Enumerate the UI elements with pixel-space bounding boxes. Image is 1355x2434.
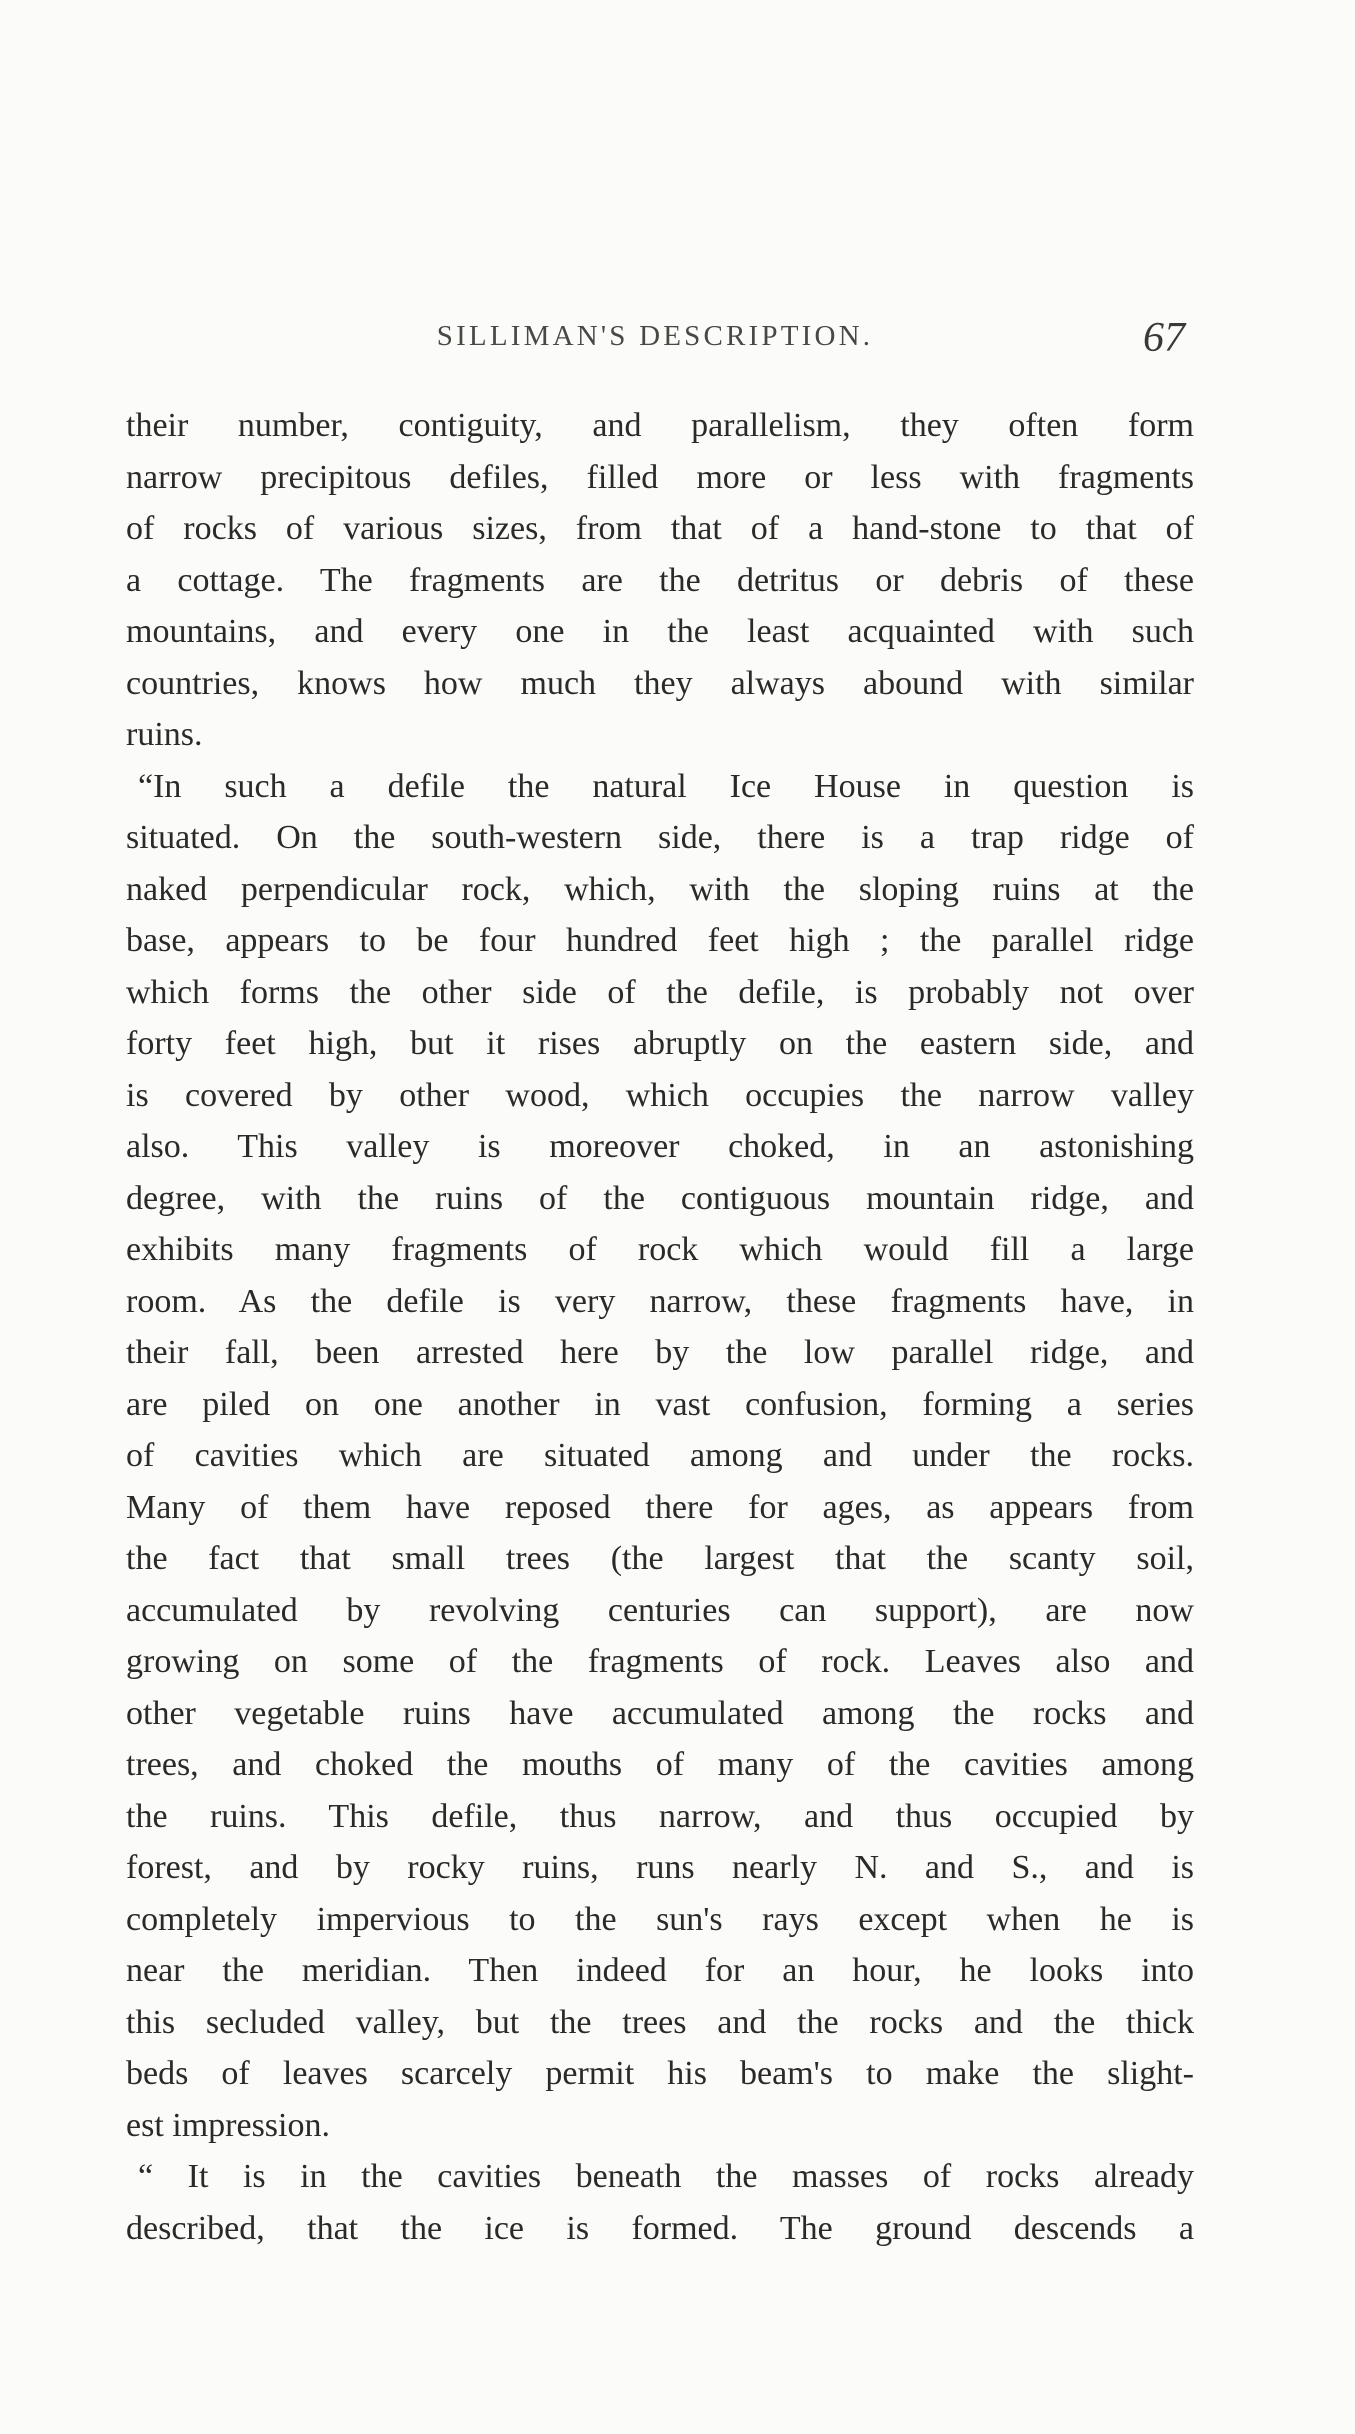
- text-line: their number, contiguity, and parallelism, they often form: [126, 407, 1194, 444]
- text-line: described, that the ice is formed. The ground descends a: [126, 2209, 1194, 2247]
- text-line: is covered by other wood, which occupies the narrow valley: [126, 1076, 1194, 1114]
- text-line: naked perpendicular rock, which, with the sloping ruins at the: [126, 870, 1194, 908]
- text-line: which forms the other side of the defile, is probably not over: [126, 973, 1194, 1011]
- text-line: ruins.: [126, 716, 203, 753]
- text-line: countries, knows how much they always abound with similar: [126, 664, 1194, 702]
- text-line: near the meridian. Then indeed for an hour, he looks into: [126, 1952, 1194, 1989]
- text-line: base, appears to be four hundred feet high ; the parallel ridge: [126, 922, 1194, 959]
- text-line: narrow precipitous defiles, filled more or less with fragments: [126, 458, 1194, 496]
- text-line: est impression.: [126, 2106, 330, 2144]
- running-title: SILLIMAN'S DESCRIPTION.: [436, 320, 874, 352]
- text-line: the fact that small trees (the largest that the scanty soil,: [126, 1540, 1194, 1577]
- text-line: mountains, and every one in the least acquainted with such: [126, 613, 1194, 650]
- paragraph: [126, 400, 1194, 761]
- text-line: trees, and choked the mouths of many of the cavities among: [126, 1746, 1194, 1783]
- running-head: [125, 314, 1185, 364]
- text-line: are piled on one another in vast confusion, forming a series: [126, 1385, 1194, 1423]
- text-line: beds of leaves scarcely permit his beam's to make the slight-: [126, 2055, 1194, 2092]
- text-line: completely impervious to the sun's rays except when he is: [126, 1900, 1194, 1938]
- text-line: accumulated by revolving centuries can support), are now: [126, 1591, 1194, 1629]
- text-line: “ It is in the cavities beneath the masses of rocks already: [138, 2158, 1194, 2195]
- text-line: of rocks of various sizes, from that of a hand-stone to that of: [126, 510, 1194, 547]
- text-line: other vegetable ruins have accumulated among the rocks and: [126, 1694, 1194, 1732]
- text-line: this secluded valley, but the trees and the rocks and the thick: [126, 2003, 1194, 2041]
- paragraph: [126, 2151, 1194, 2254]
- text-line: degree, with the ruins of the contiguous mountain ridge, and: [126, 1179, 1194, 1217]
- text-line: the ruins. This defile, thus narrow, and thus occupied by: [126, 1797, 1194, 1835]
- text-line: situated. On the south-western side, there is a trap ridge of: [126, 819, 1194, 856]
- text-line: forty feet high, but it rises abruptly on the eastern side, and: [126, 1025, 1194, 1062]
- text-line: their fall, been arrested here by the low parallel ridge, and: [126, 1334, 1194, 1371]
- text-line: Many of them have reposed there for ages, as appears from: [126, 1488, 1194, 1526]
- text-line: forest, and by rocky ruins, runs nearly N. and S., and is: [126, 1849, 1194, 1886]
- text-line: “In such a defile the natural Ice House in question is: [138, 767, 1194, 805]
- text-line: room. As the defile is very narrow, these fragments have, in: [126, 1282, 1194, 1320]
- text-line: growing on some of the fragments of rock. Leaves also and: [126, 1643, 1194, 1680]
- text-line: also. This valley is moreover choked, in an astonishing: [126, 1128, 1194, 1165]
- text-line: exhibits many fragments of rock which would fill a large: [126, 1231, 1194, 1268]
- text-line: of cavities which are situated among and under the rocks.: [126, 1437, 1194, 1474]
- body-text: [126, 400, 1194, 2254]
- page-number: 67: [1143, 315, 1185, 361]
- text-line: a cottage. The fragments are the detritus or debris of these: [126, 561, 1194, 599]
- paragraph: [126, 761, 1194, 2152]
